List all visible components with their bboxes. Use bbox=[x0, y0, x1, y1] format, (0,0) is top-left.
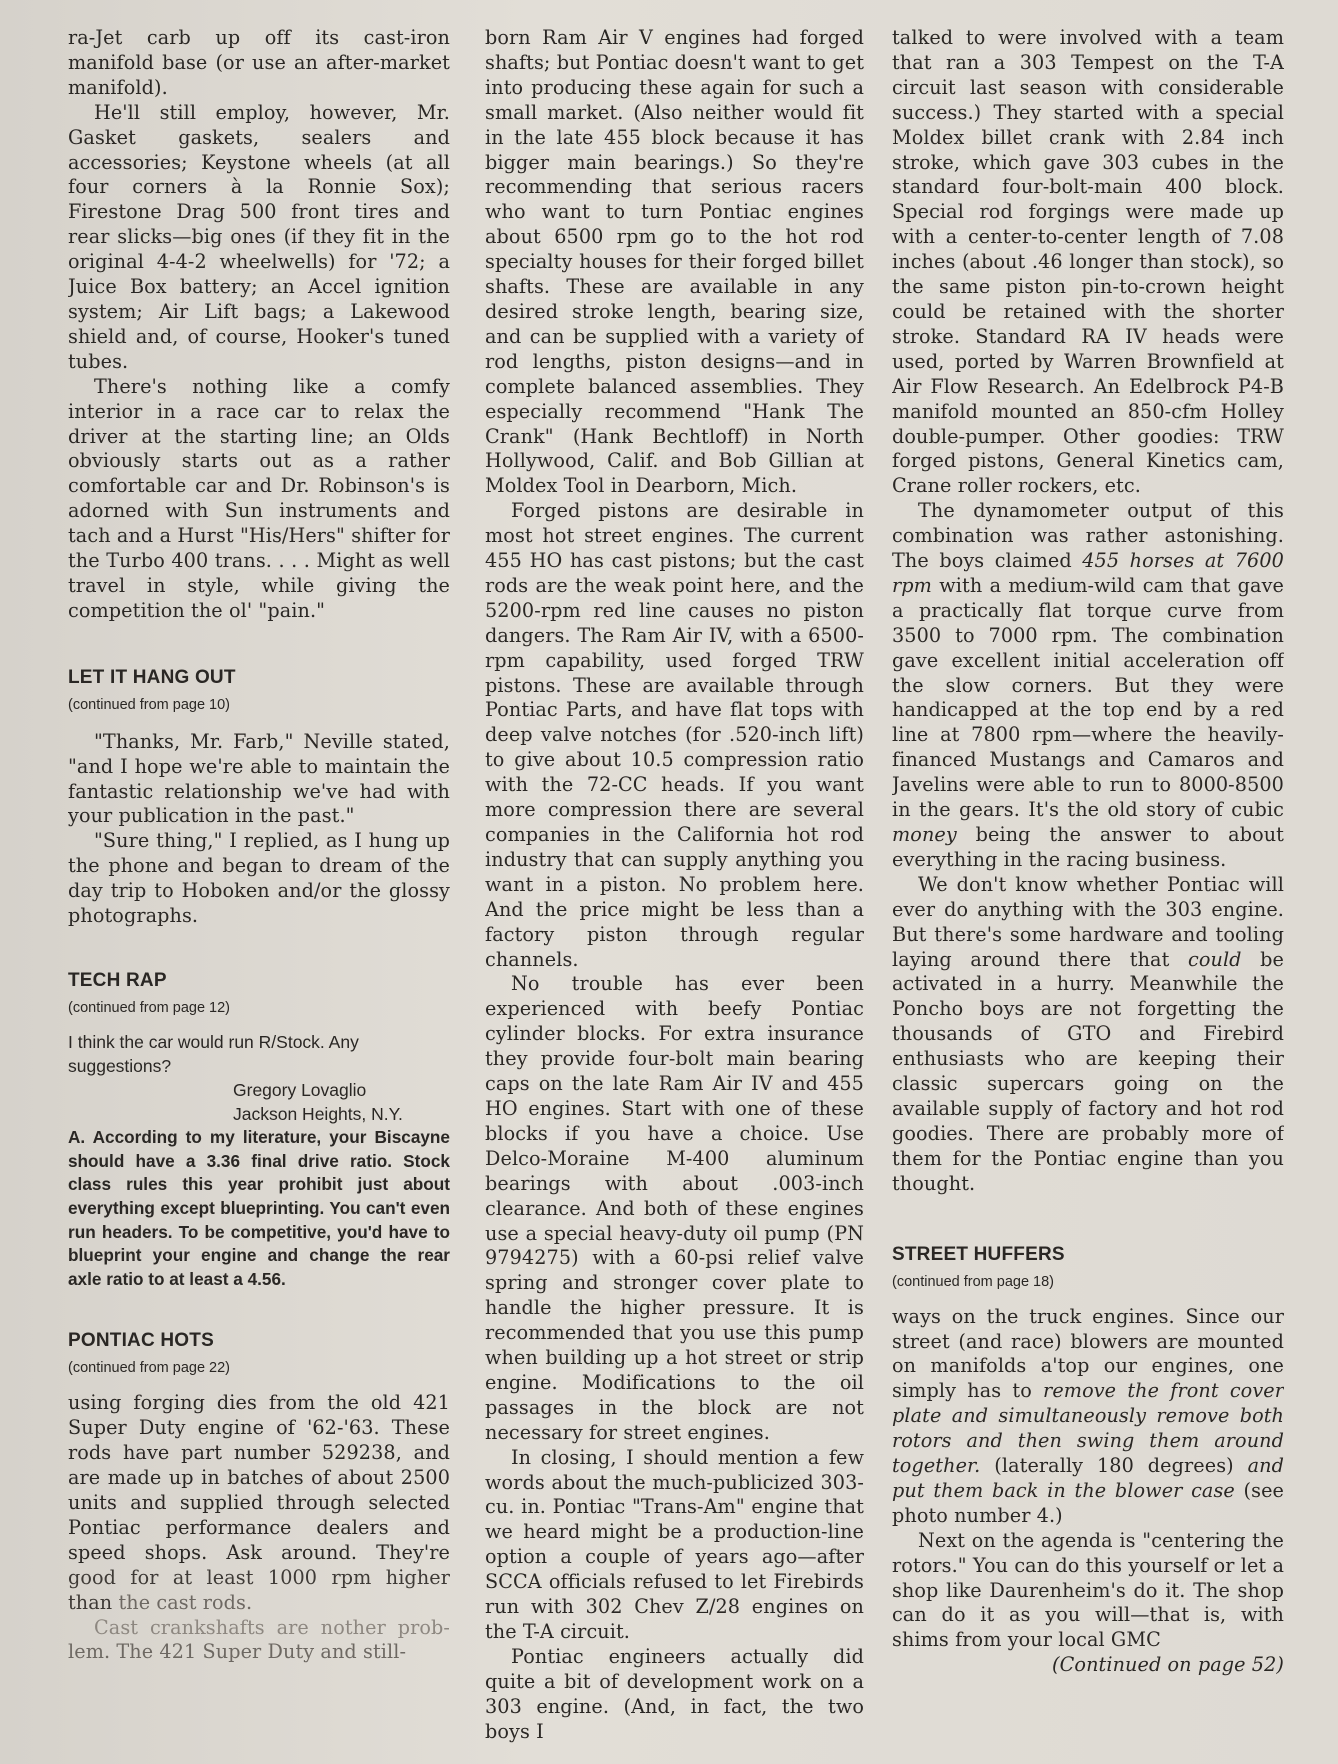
body-text: (laterally 180 degrees) bbox=[980, 1454, 1248, 1478]
emphasis-text: 455 horses at 7600 rpm bbox=[892, 549, 1284, 597]
body-paragraph: He'll still employ, however, Mr. Gasket gaskets, sealers and accessories; Keystone wheels (at all four corners à la Ronnie Sox); Firestone Drag 500 front tires and rear slicks—big ones (if they fit in the original 4-4-2 wheelwells) for '72; a Juice Box battery; an Accel ignition system; Air Lift bags; a Lakewood shield and, of course, Hooker's tuned tubes. bbox=[68, 100, 450, 373]
body-paragraph bbox=[892, 873, 1284, 1197]
emphasis-text: remove the front cover plate and simultaneously remove both rotors and then swing them around together. bbox=[892, 1379, 1284, 1478]
continued-on-note bbox=[892, 1653, 1284, 1678]
body-paragraph: born Ram Air V engines had forged shafts; but Pontiac doesn't want to get into producing these again for such a small market. (Also neither would fit in the late 455 block because it has bigger main bearings.) So they're recommending that serious racers who want to turn Pontiac engines about 6500 rpm go to the hot rod specialty houses for their forged billet shafts. These are available in any desired stroke length, bearing size, and can be supplied with a variety of rod lengths, piston designs—and in complete balanced assemblies. They especially recommend "Hank The Crank" (Hank Bechtloff) in North Hollywood, Calif. and Bob Gillian at Moldex Tool in Dearborn, Mich. bbox=[485, 26, 864, 498]
body-text: We don't know whether Pontiac will ever do anything with the 303 engine. But there's some hardware and tooling laying around there that bbox=[892, 872, 1284, 971]
body-paragraph bbox=[68, 1616, 450, 1666]
body-text: with a medium-wild cam that gave a practically flat torque curve from 3500 to 7000 rpm. The combination gave excellent initial acceleration off the slow corners. But they were handicapped at the top end by a red line at 7800 rpm—where the heavily-financed Mustangs and Camaros and Javelins were able to run to 8000-8500 in the gears. It's the old story of cubic bbox=[892, 573, 1284, 822]
continued-note: (continued from page 22) bbox=[68, 1360, 231, 1377]
section-heading: LET IT HANG OUT bbox=[68, 666, 236, 688]
emphasis-text: and put them back in the blower case bbox=[892, 1454, 1284, 1502]
emphasis-text: money bbox=[892, 823, 957, 846]
continued-note: (continued from page 12) bbox=[68, 1000, 231, 1016]
continued-note: (continued from page 10) bbox=[68, 696, 231, 713]
body-paragraph: "Thanks, Mr. Farb," Neville stated, "and I hope we're able to maintain the fantastic relationship we've had with your publication in the past." bbox=[68, 729, 450, 828]
emphasis-text: could bbox=[1187, 947, 1242, 971]
body-text: be activated in a hurry. Meanwhile the Poncho boys are not forgetting the thousands of GTO and Firebird enthusiasts who are keeping their classic supercars going on the available supply of factory and hot rod goodies. There are probably more of them for the Pontiac engine than you thought. bbox=[892, 947, 1284, 1195]
body-text: being the answer to about everything in the racing business. bbox=[892, 823, 1284, 871]
section-heading: PONTIAC HOTS bbox=[68, 1330, 214, 1352]
section-heading: STREET HUFFERS bbox=[892, 1243, 1065, 1265]
body-paragraph: "Sure thing," I replied, as I hung up the phone and began to dream of the day trip to Hoboken and/or the glossy photographs. bbox=[68, 829, 450, 928]
signature-place: Jackson Heights, N.Y. bbox=[233, 1104, 403, 1125]
body-text: ways on the truck engines. Since our street (and race) blowers are mounted on manifolds a'top our engines, one simply has to bbox=[892, 1304, 1284, 1403]
body-text-faded: Cast crankshafts are nother prob- bbox=[94, 1615, 450, 1639]
body-text-faded: the cast rods. bbox=[118, 1590, 253, 1614]
body-text: (see photo number 4.) bbox=[892, 1478, 1284, 1527]
body-paragraph: There's nothing like a comfy interior in a race car to relax the driver at the starting line; an Olds obviously starts out as a rather comfortable car and Dr. Robinson's is adorned with Sun instruments and tach and a Hurst "His/Hers" shifter for the Turbo 400 trans. . . . Might as well travel in style, while giving the competition the ol' "pain." bbox=[68, 374, 450, 622]
column-left bbox=[68, 26, 450, 1764]
body-paragraph: No trouble has ever been experienced with beefy Pontiac cylinder blocks. For extra insurance they provide four-bolt main bearing caps on the late Ram Air IV and 455 HO engines. Start with one of these blocks if you have a choice. Use Delco-Moraine M-400 aluminum bearings with about .003-inch clearance. And both of these engines use a special heavy-duty oil pump (PN 9794275) with a 60-psi relief valve spring and stronger cover plate to handle the higher pressure. It is recommended that you use this pump when building up a hot street or strip engine. Modifications to the oil passages in the block are not necessary for street engines. bbox=[485, 972, 864, 1444]
answer-paragraph: A. According to my literature, your Biscayne should have a 3.36 final drive ratio. Stock class rules this year prohibit just about everything except blueprinting. You can't even run headers. To be competitive, you'd have to blueprint your engine and change the rear axle ratio to at least a 4.56. bbox=[68, 1127, 450, 1289]
reader-question: I think the car would run R/Stock. Any suggestions? bbox=[68, 1032, 359, 1076]
signature-name: Gregory Lovaglio bbox=[233, 1080, 367, 1101]
body-paragraph bbox=[892, 499, 1284, 873]
body-text-faded: lem. The 421 Super Duty and still- bbox=[68, 1640, 407, 1664]
body-paragraph: ra-Jet carb up off its cast-iron manifold base (or use an after-market manifold). bbox=[68, 26, 450, 99]
continued-note: (continued from page 18) bbox=[892, 1273, 1055, 1290]
section-heading: TECH RAP bbox=[68, 970, 167, 991]
body-text: The dynamometer output of this combination was rather astonishing. The boys claimed bbox=[892, 499, 1284, 573]
body-paragraph bbox=[892, 1305, 1284, 1529]
column-middle bbox=[485, 26, 864, 1764]
body-paragraph bbox=[68, 1391, 450, 1615]
body-paragraph: Next on the agenda is "centering the rotors." You can do this yourself or let a shop like Daurenheim's do it. The shop can do it as you will—that is, with shims from your local GMC bbox=[892, 1528, 1284, 1652]
body-text-faded: good for at least 1000 rpm higher than bbox=[68, 1565, 450, 1614]
emphasis-text: (Continued on page 52) bbox=[1052, 1653, 1284, 1677]
body-paragraph: In closing, I should mention a few words about the much-publicized 303-cu. in. Pontiac "Trans-Am" engine that we heard might be a production-line option a couple of years ago—after SCCA officials refused to let Firebirds run with 302 Chev Z/28 engines on the T-A circuit. bbox=[485, 1445, 864, 1643]
body-text: using forging dies from the old 421 Super Duty engine of '62-'63. These rods have part number 529238, and are made up in batches of about 2500 units and supplied through selected Pontiac performance dealers and speed shops. Ask around. They're bbox=[68, 1391, 450, 1564]
column-right bbox=[892, 26, 1284, 1764]
body-paragraph: talked to were involved with a team that ran a 303 Tempest on the T-A circuit last season with considerable success.) They started with a special Moldex billet crank with 2.84 inch stroke, which gave 303 cubes in the standard four-bolt-main 400 block. Special rod forgings were made up with a center-to-center length of 7.08 inches (about .46 longer than stock), so the same piston pin-to-crown height could be retained with the shorter stroke. Standard RA IV heads were used, ported by Warren Brownfield at Air Flow Research. An Edelbrock P4-B manifold mounted an 850-cfm Holley double-pumper. Other goodies: TRW forged pistons, General Kinetics cam, Crane roller rockers, etc. bbox=[892, 26, 1284, 498]
body-paragraph: Pontiac engineers actually did quite a bit of development work on a 303 engine. (And, in fact, the two boys I bbox=[485, 1644, 864, 1743]
body-paragraph: Forged pistons are desirable in most hot street engines. The current 455 HO has cast pistons; but the cast rods are the weak point here, and the 5200-rpm red line causes no piston dangers. The Ram Air IV, with a 6500-rpm capability, used forged TRW pistons. These are available through Pontiac Parts, and have flat tops with deep valve notches (for .520-inch lift) to give about 10.5 compression ratio with the 72-CC heads. If you want more compression there are several companies in the California hot rod industry that can supply anything you want in a piston. No problem here. And the price might be less than a factory piston through regular channels. bbox=[485, 499, 864, 971]
